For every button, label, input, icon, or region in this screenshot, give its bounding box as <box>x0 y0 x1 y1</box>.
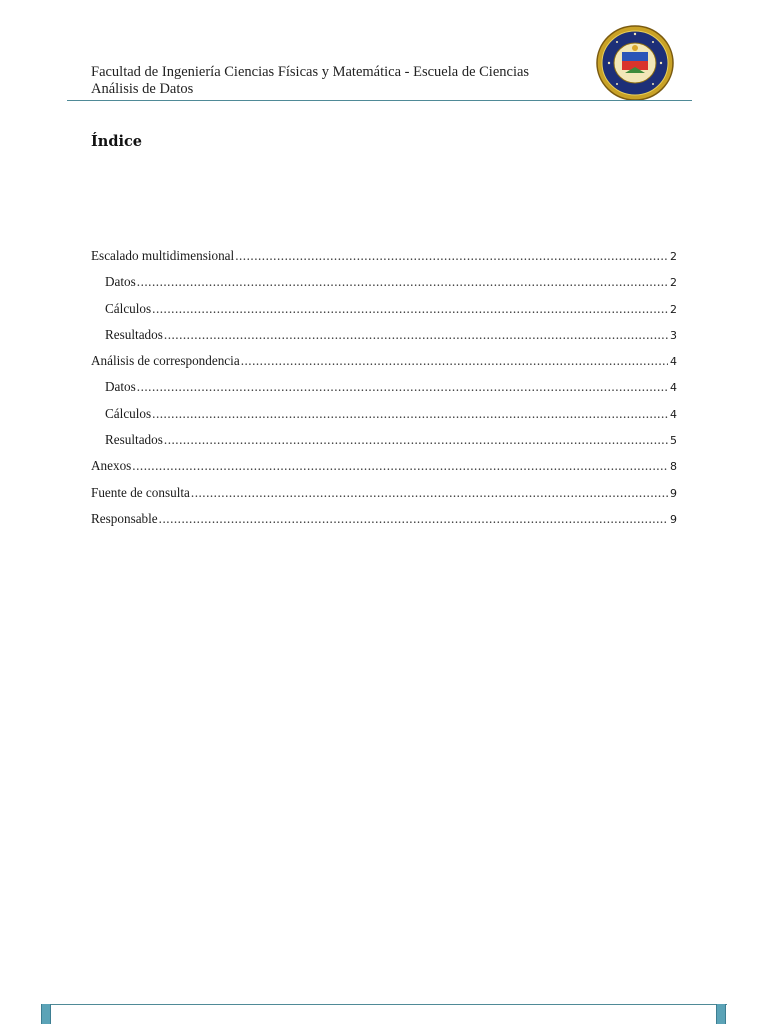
toc-entry-page: 4 <box>670 355 677 369</box>
toc-dot-leader <box>137 379 668 395</box>
toc-entry[interactable] <box>91 353 677 379</box>
toc-dot-leader <box>164 432 668 448</box>
toc-dot-leader <box>132 458 668 474</box>
toc-entry[interactable] <box>91 301 677 327</box>
toc-entry-page: 3 <box>670 328 677 342</box>
footer-divider <box>41 1004 727 1005</box>
table-of-contents <box>91 248 677 537</box>
toc-entry-label: Datos <box>105 379 136 395</box>
header-divider <box>67 100 692 101</box>
toc-entry[interactable] <box>91 406 677 432</box>
page-header <box>91 64 529 98</box>
toc-dot-leader <box>159 511 668 527</box>
index-title: Índice <box>91 133 143 150</box>
toc-entry-page: 5 <box>670 434 677 448</box>
toc-entry-page: 2 <box>670 276 677 290</box>
toc-entry-page: 8 <box>670 460 677 474</box>
toc-dot-leader <box>191 485 668 501</box>
toc-dot-leader <box>241 353 668 369</box>
toc-entry-label: Resultados <box>105 326 163 342</box>
toc-entry[interactable] <box>91 511 677 537</box>
toc-dot-leader <box>164 327 668 343</box>
toc-dot-leader <box>152 406 668 422</box>
toc-entry-label: Resultados <box>105 432 163 448</box>
toc-entry-label: Anexos <box>91 458 132 474</box>
footer-accent-left <box>41 1004 51 1024</box>
toc-entry-label: Responsable <box>91 510 158 526</box>
toc-entry-page: 4 <box>670 407 677 421</box>
toc-dot-leader <box>152 301 668 317</box>
toc-entry[interactable] <box>91 485 677 511</box>
toc-entry[interactable] <box>91 458 677 484</box>
header-faculty-line: Facultad de Ingeniería Ciencias Físicas y Matemática - Escuela de Ciencias <box>91 64 530 80</box>
toc-entry[interactable] <box>91 274 677 300</box>
footer-accent-right <box>716 1004 726 1024</box>
toc-entry-label: Análisis de correspondencia <box>91 353 240 369</box>
toc-dot-leader <box>235 248 668 264</box>
toc-entry-label: Cálculos <box>105 300 152 316</box>
toc-entry-page: 4 <box>670 381 677 395</box>
toc-entry-page: 9 <box>670 512 677 526</box>
toc-entry-label: Cálculos <box>105 405 152 421</box>
toc-entry-label: Escalado multidimensional <box>91 248 235 263</box>
toc-entry-page: 2 <box>670 250 677 263</box>
toc-entry[interactable] <box>91 432 677 458</box>
toc-entry-page: 2 <box>670 302 677 316</box>
toc-entry[interactable] <box>91 327 677 353</box>
toc-entry-label: Fuente de consulta <box>91 484 190 500</box>
toc-entry[interactable] <box>91 379 677 405</box>
toc-entry-label: Datos <box>105 274 136 290</box>
toc-dot-leader <box>137 274 668 290</box>
toc-entry-page: 9 <box>670 486 677 500</box>
toc-entry[interactable] <box>91 248 677 274</box>
university-seal-icon <box>595 24 675 102</box>
header-course-line: Análisis de Datos <box>91 81 194 97</box>
